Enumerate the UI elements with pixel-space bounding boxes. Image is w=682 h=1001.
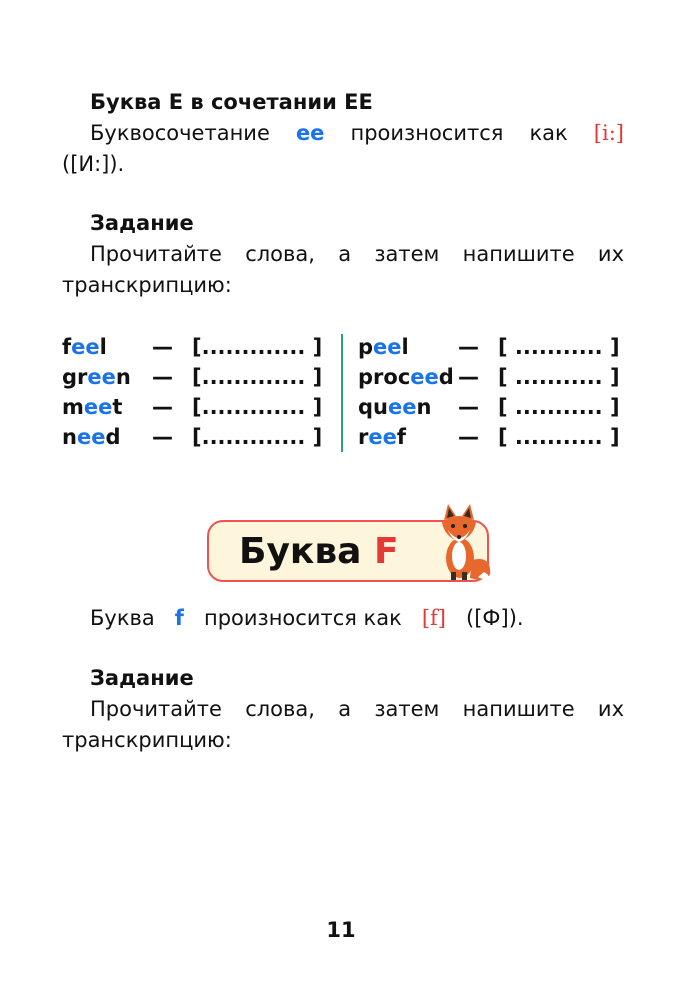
page-number: 11 [326,918,356,942]
word-row [358,332,628,362]
dash: — [152,365,173,389]
word: need [62,425,121,449]
task-text: транскрипцию: [62,273,232,297]
letter-highlight: f [174,606,184,630]
ee-highlight: ee [368,425,397,449]
banner-word: Буква [239,531,362,572]
ipa-transcription: [f] [421,606,446,630]
word-row [62,422,332,452]
transcription-blank[interactable]: [............. ] [192,335,323,359]
dash: — [152,395,173,419]
rule-paragraph-ee [62,118,624,180]
rule-text: произносится как [203,606,402,630]
ee-highlight: ee [410,365,439,389]
dash: — [152,335,173,359]
ee-highlight: ee [87,365,116,389]
transcription-blank[interactable]: [ ........... ] [498,335,620,359]
ee-highlight: ee [71,335,100,359]
rule-paragraph-f [62,603,624,634]
task-text: Прочитайте слова, а затем напишите их [90,697,624,721]
ipa-transcription: [i:] [593,121,624,145]
task-paragraph [62,694,624,756]
ee-highlight: ee [373,335,402,359]
word: queen [358,395,432,419]
word-row [358,422,628,452]
word: peel [358,335,409,359]
column-divider [341,334,343,452]
task-paragraph [62,239,624,301]
ee-highlight: ee [76,425,106,449]
word: reef [358,425,406,449]
rule-text: Буквосочетание [90,121,270,145]
dash: — [458,335,479,359]
dash: — [458,365,479,389]
letter-combo-highlight: ee [295,121,325,145]
banner-letter: F [373,531,399,572]
word-row [358,362,628,392]
task-text: Прочитайте слова, а затем напишите их [90,242,624,266]
word: meet [62,395,123,419]
dash: — [458,395,479,419]
fox-illustration [432,500,494,582]
rule-text: произносится как [350,121,568,145]
task-heading: Задание [90,211,194,235]
word-list-left [62,332,332,452]
word-row [62,362,332,392]
transcription-blank[interactable]: [............. ] [192,395,323,419]
russian-transcription: ([Ф]). [466,606,524,630]
transcription-blank[interactable]: [............. ] [192,365,323,389]
transcription-blank[interactable]: [............. ] [192,425,323,449]
ee-highlight: ee [387,395,417,419]
transcription-blank[interactable]: [ ........... ] [498,425,620,449]
task-text: транскрипцию: [62,728,232,752]
russian-transcription: ([И:]). [62,152,125,176]
word-row [62,392,332,422]
word: feel [62,335,107,359]
word-row [358,392,628,422]
rule-text: Буква [90,606,155,630]
word-list-right [358,332,628,452]
section-heading-letter-e: Буква E в сочетании EE [90,90,373,114]
transcription-blank[interactable]: [ ........... ] [498,395,620,419]
banner-title [239,530,399,574]
task-heading: Задание [90,666,194,690]
word: proceed [358,365,454,389]
word: green [62,365,131,389]
dash: — [152,425,173,449]
word-row [62,332,332,362]
ee-highlight: ee [83,395,113,419]
transcription-blank[interactable]: [ ........... ] [498,365,620,389]
dash: — [458,425,479,449]
